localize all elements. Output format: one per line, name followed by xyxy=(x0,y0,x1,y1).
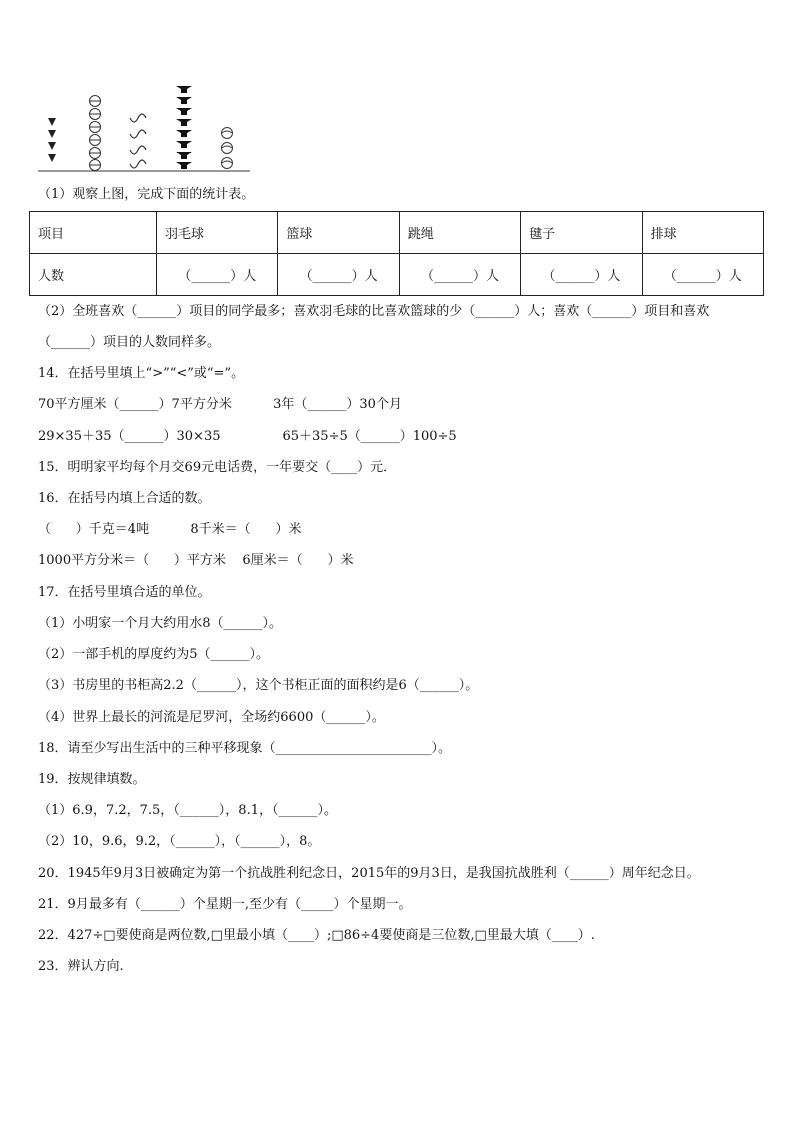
q22: 22．427÷□要使商是两位数,□里最小填（____）;□86÷4要使商是三位数,□里最大填（____）. xyxy=(38,928,595,943)
answer-blank-cell[interactable]: （______）人 xyxy=(399,254,520,296)
answer-blank-cell[interactable]: （______）人 xyxy=(521,254,642,296)
q16-line1: （ ）千克＝4吨 8千米＝（ ）米 xyxy=(38,522,302,537)
statistics-table xyxy=(29,211,764,296)
q17-item: （1）小明家一个月大约用水8（______）。 xyxy=(38,616,283,631)
q19-item: （2）10，9.6，9.2，（______），（______），8。 xyxy=(38,834,321,849)
q17-item: （2）一部手机的厚度约为5（______）。 xyxy=(38,647,270,662)
q13-instruction: （1）观察上图，完成下面的统计表。 xyxy=(38,187,255,202)
table-cell: 篮球 xyxy=(278,212,399,254)
answer-blank-cell[interactable]: （______）人 xyxy=(157,254,278,296)
table-row xyxy=(30,212,764,254)
q13-part2-line2: （______）项目的人数同样多。 xyxy=(38,335,221,350)
q16-line2: 1000平方分米＝（ ）平方米 6厘米＝（ ）米 xyxy=(38,553,354,568)
q17-item: （3）书房里的书柜高2.2（______），这个书柜正面的面积约是6（______）。 xyxy=(38,678,479,693)
table-cell: 人数 xyxy=(30,254,157,296)
q14-line2: 29×35＋35（______）30×35 65＋35÷5（______）100÷5 xyxy=(38,429,457,444)
table-cell: 跳绳 xyxy=(399,212,520,254)
q14-title: 14．在括号里填上“>”“<”或“=”。 xyxy=(38,366,245,381)
q23: 23．辨认方向. xyxy=(38,959,124,974)
q16-title: 16．在括号内填上合适的数。 xyxy=(38,491,211,506)
table-row xyxy=(30,254,764,296)
answer-blank-cell[interactable]: （______）人 xyxy=(278,254,399,296)
q17-item: （4）世界上最长的河流是尼罗河，全场约6600（______）。 xyxy=(38,710,385,725)
table-cell: 项目 xyxy=(30,212,157,254)
table-cell: 排球 xyxy=(642,212,763,254)
q20: 20．1945年9月3日被确定为第一个抗战胜利纪念日，2015年的9月3日，是我国抗战胜利（______）周年纪念日。 xyxy=(38,866,700,881)
q18: 18．请至少写出生活中的三种平移现象（________________________）。 xyxy=(38,741,452,756)
q17-title: 17．在括号里填合适的单位。 xyxy=(38,585,211,600)
table-cell: 羽毛球 xyxy=(157,212,278,254)
q19-title: 19．按规律填数。 xyxy=(38,772,146,787)
q21: 21．9月最多有（______）个星期一,至少有（_____）个星期一。 xyxy=(38,897,412,912)
shuttlecock-icons xyxy=(48,118,56,162)
pictograph-figure xyxy=(38,78,252,174)
answer-blank-cell[interactable]: （______）人 xyxy=(642,254,763,296)
q14-line1: 70平方厘米（______）7平方分米 3年（______）30个月 xyxy=(38,397,402,412)
q13-part2-line1: （2）全班喜欢（______）项目的同学最多；喜欢羽毛球的比喜欢篮球的少（______）人；喜欢（______）项目和喜欢 xyxy=(38,304,710,319)
jianzi-icons xyxy=(176,86,192,169)
jump-rope-icons xyxy=(130,114,146,168)
q15: 15．明明家平均每个月交69元电话费，一年要交（____）元． xyxy=(38,460,397,475)
basketball-icons xyxy=(90,96,101,171)
q19-item: （1）6.9，7.2，7.5，（______），8.1，（______）。 xyxy=(38,803,337,818)
volleyball-icons xyxy=(222,128,233,169)
table-cell: 毽子 xyxy=(521,212,642,254)
